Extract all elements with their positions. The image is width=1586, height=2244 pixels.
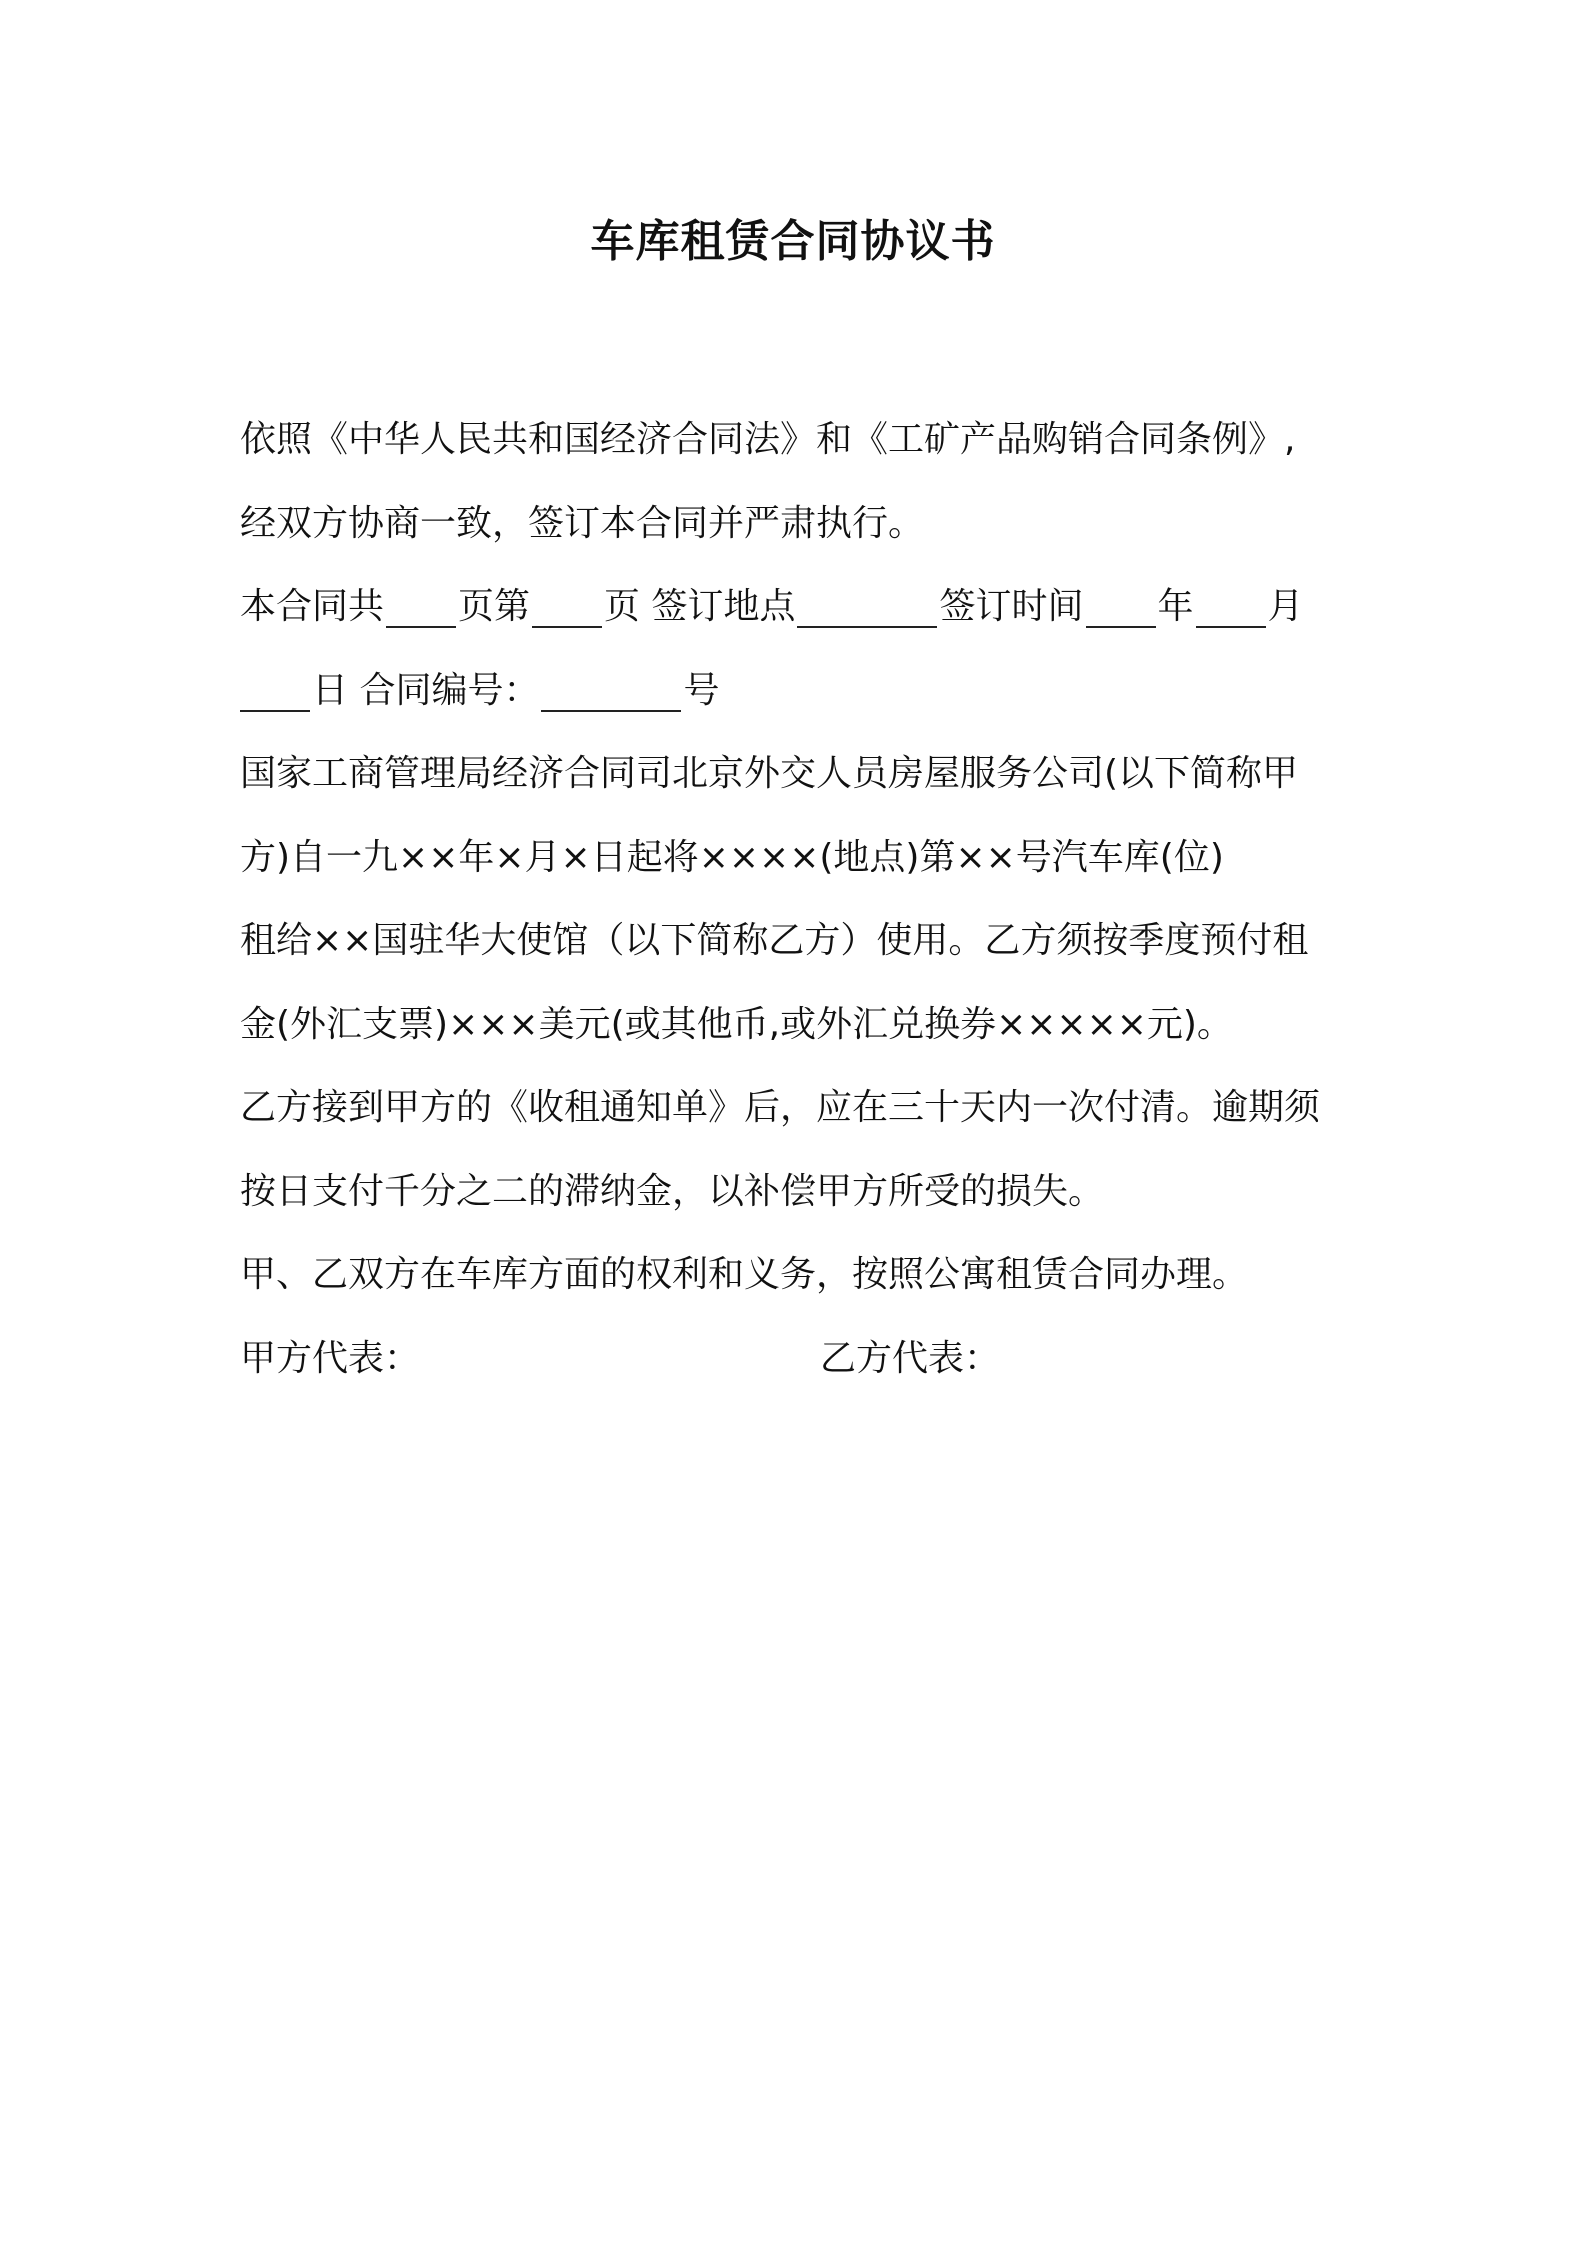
page-number-blank	[532, 582, 602, 628]
body-line-3: 租给××国驻华大使馆（以下简称乙方）使用。乙方须按季度预付租	[240, 920, 1309, 961]
signature-line	[240, 1324, 1360, 1408]
rights-line: 甲、乙双方在车库方面的权利和义务，按照公寓租赁合同办理。	[240, 1254, 1249, 1295]
signing-place-label: 页 签订地点	[604, 586, 796, 627]
intro-line-2: 经双方协商一致，签订本合同并严肃执行。	[240, 502, 925, 544]
total-pages-label: 本合同共	[240, 586, 385, 627]
total-pages-blank	[386, 582, 456, 628]
body-line-2: 方)自一九××年×月×日起将××××(地点)第××号汽车库(位)	[240, 836, 1224, 878]
contract-info-line-1	[240, 572, 1360, 656]
body-line-1: 国家工商管理局经济合同司北京外交人员房屋服务公司(以下简称甲	[240, 753, 1299, 794]
number-suffix-label: 号	[683, 669, 720, 711]
signing-place-blank	[797, 582, 937, 628]
day-blank	[240, 666, 310, 712]
contract-number-label: 日 合同编号：	[312, 669, 540, 711]
year-blank	[1086, 582, 1156, 628]
body-line-4: 金(外汇支票)×××美元(或其他币,或外汇兑换券×××××元)。	[240, 1003, 1233, 1045]
body-line-5: 乙方接到甲方的《收租通知单》后，应在三十天内一次付清。逾期须	[240, 1087, 1321, 1128]
document-body	[240, 405, 1360, 1407]
page-number-label: 页第	[458, 586, 531, 627]
intro-line-1: 依照《中华人民共和国经济合同法》和《工矿产品购销合同条例》,	[240, 419, 1296, 460]
party-a-representative-label: 甲方代表：	[240, 1337, 421, 1379]
signing-time-label: 签订时间	[939, 586, 1084, 627]
month-label: 月	[1267, 586, 1304, 627]
document-title: 车库租赁合同协议书	[590, 216, 996, 267]
contract-info-line-2	[240, 656, 1360, 740]
party-b-representative-label: 乙方代表：	[820, 1337, 1001, 1379]
month-blank	[1196, 582, 1266, 628]
body-line-6: 按日支付千分之二的滞纳金，以补偿甲方所受的损失。	[240, 1170, 1105, 1212]
contract-number-blank	[541, 666, 681, 712]
year-label: 年	[1157, 586, 1194, 627]
